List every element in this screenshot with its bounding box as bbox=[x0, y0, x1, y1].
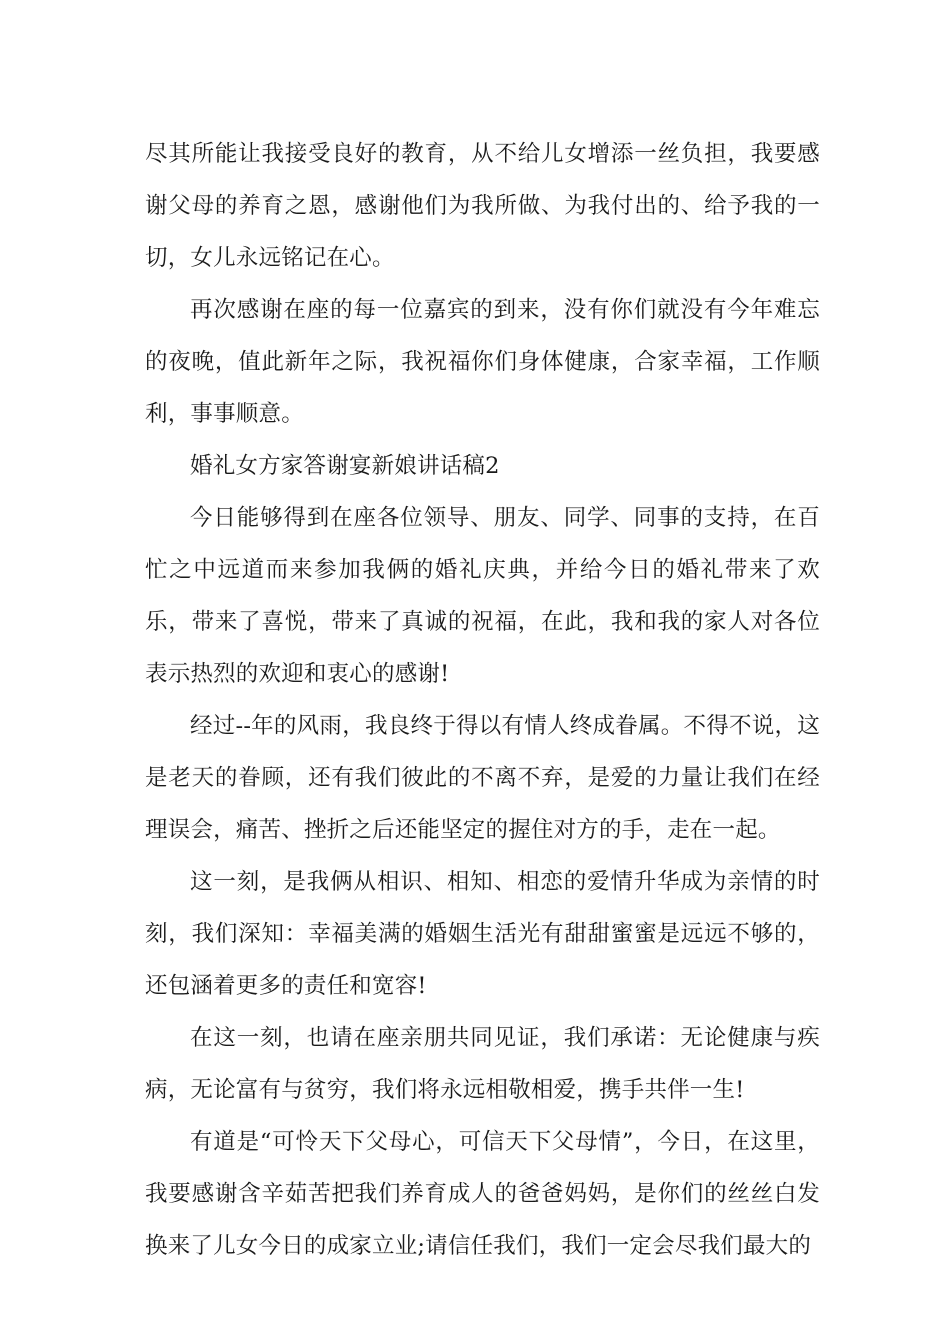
section-heading: 婚礼女方家答谢宴新娘讲话稿2 bbox=[190, 453, 500, 479]
paragraph-thanks-guests: 再次感谢在座的每一位嘉宾的到来，没有你们就没有今年难忘的夜晚，值此新年之际，我祝福你们身体健康，合家幸福，工作顺利，事事顺意。 bbox=[145, 297, 820, 427]
paragraph-welcome: 今日能够得到在座各位领导、朋友、同学、同事的支持，在百忙之中远道而来参加我俩的婚礼庆典，并给今日的婚礼带来了欢乐，带来了喜悦，带来了真诚的祝福，在此，我和我的家人对各位表示热烈的欢迎和衷心的感谢! bbox=[145, 505, 820, 687]
paragraph-continuation: 尽其所能让我接受良好的教育，从不给儿女增添一丝负担，我要感谢父母的养育之恩，感谢他们为我所做、为我付出的、给予我的一切，女儿永远铭记在心。 bbox=[145, 141, 820, 271]
paragraph-journey: 经过--年的风雨，我良终于得以有情人终成眷属。不得不说，这是老天的眷顾，还有我们彼此的不离不弃，是爱的力量让我们在经理误会，痛苦、挫折之后还能坚定的握住对方的手，走在一起。 bbox=[145, 713, 820, 843]
paragraph-this-moment: 这一刻，是我俩从相识、相知、相恋的爱情升华成为亲情的时刻，我们深知：幸福美满的婚姻生活光有甜甜蜜蜜是远远不够的，还包涵着更多的责任和宽容! bbox=[145, 869, 820, 999]
document-body bbox=[145, 128, 820, 1272]
paragraph-parents: 有道是“可怜天下父母心，可信天下父母情”，今日，在这里，我要感谢含辛茹苦把我们养育成人的爸爸妈妈，是你们的丝丝白发换来了儿女今日的成家立业;请信任我们，我们一定会尽我们最大的 bbox=[145, 1129, 820, 1259]
paragraph-vows: 在这一刻，也请在座亲朋共同见证，我们承诺：无论健康与疾病，无论富有与贫穷，我们将永远相敬相爱，携手共伴一生! bbox=[145, 1025, 820, 1103]
